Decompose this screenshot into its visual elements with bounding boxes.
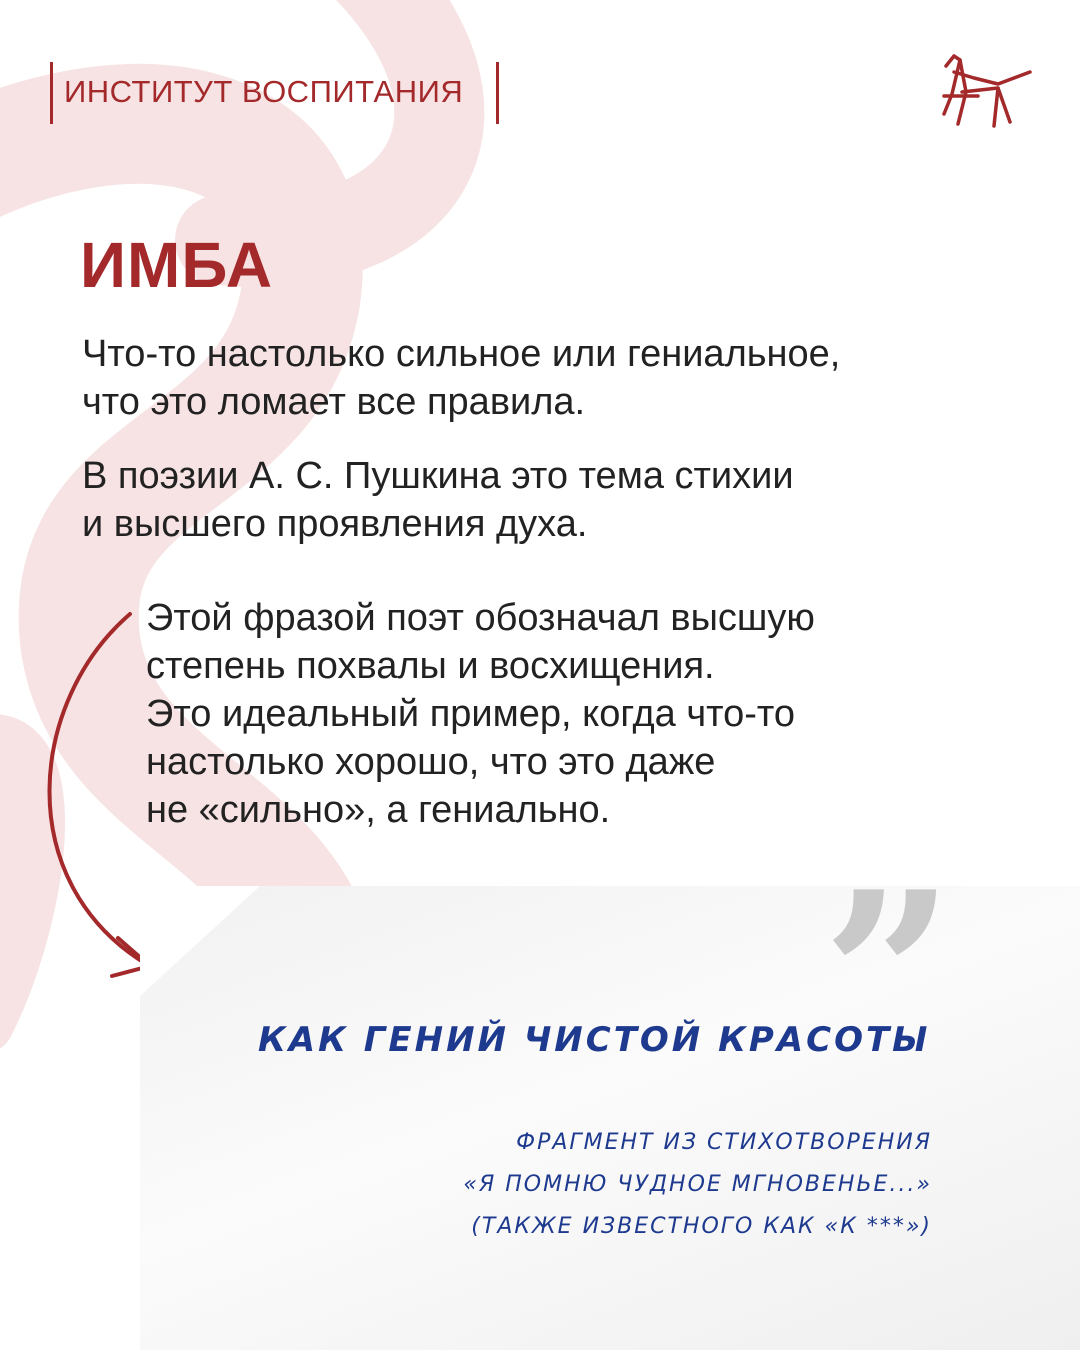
note-line: Этой фразой поэт обозначал высшую [146,597,815,639]
note-line: Это идеальный пример, когда что-то [146,693,796,735]
note-text [146,594,1080,834]
brand-divider-right [496,62,499,124]
quote-source [292,1122,932,1248]
source-line: ФРАГМЕНТ ИЗ СТИХОТВОРЕНИЯ [516,1130,932,1155]
context-text [82,452,1022,548]
quote-mark-icon: ” [822,842,955,1112]
quote-text: КАК ГЕНИЙ ЧИСТОЙ КРАСОТЫ [258,1020,931,1060]
brand-divider-left [50,62,53,124]
horse-icon [938,52,1038,132]
term-title: ИМБА [80,229,274,301]
definition-text [82,330,1022,426]
definition-line: Что-то настолько сильное или гениальное, [82,333,841,375]
source-line: «Я ПОМНЮ ЧУДНОЕ МГНОВЕНЬЕ...» [463,1172,932,1197]
source-line: (ТАКЖЕ ИЗВЕСТНОГО КАК «К ***») [471,1214,932,1239]
note-line: настолько хорошо, что это даже [146,741,716,783]
context-line: и высшего проявления духа. [82,503,588,545]
definition-line: что это ломает все правила. [82,381,586,423]
note-line: не «сильно», а гениально. [146,789,611,831]
brand-name: ИНСТИТУТ ВОСПИТАНИЯ [64,74,464,109]
context-line: В поэзии А. С. Пушкина это тема стихии [82,455,794,497]
note-line: степень похвалы и восхищения. [146,645,715,687]
